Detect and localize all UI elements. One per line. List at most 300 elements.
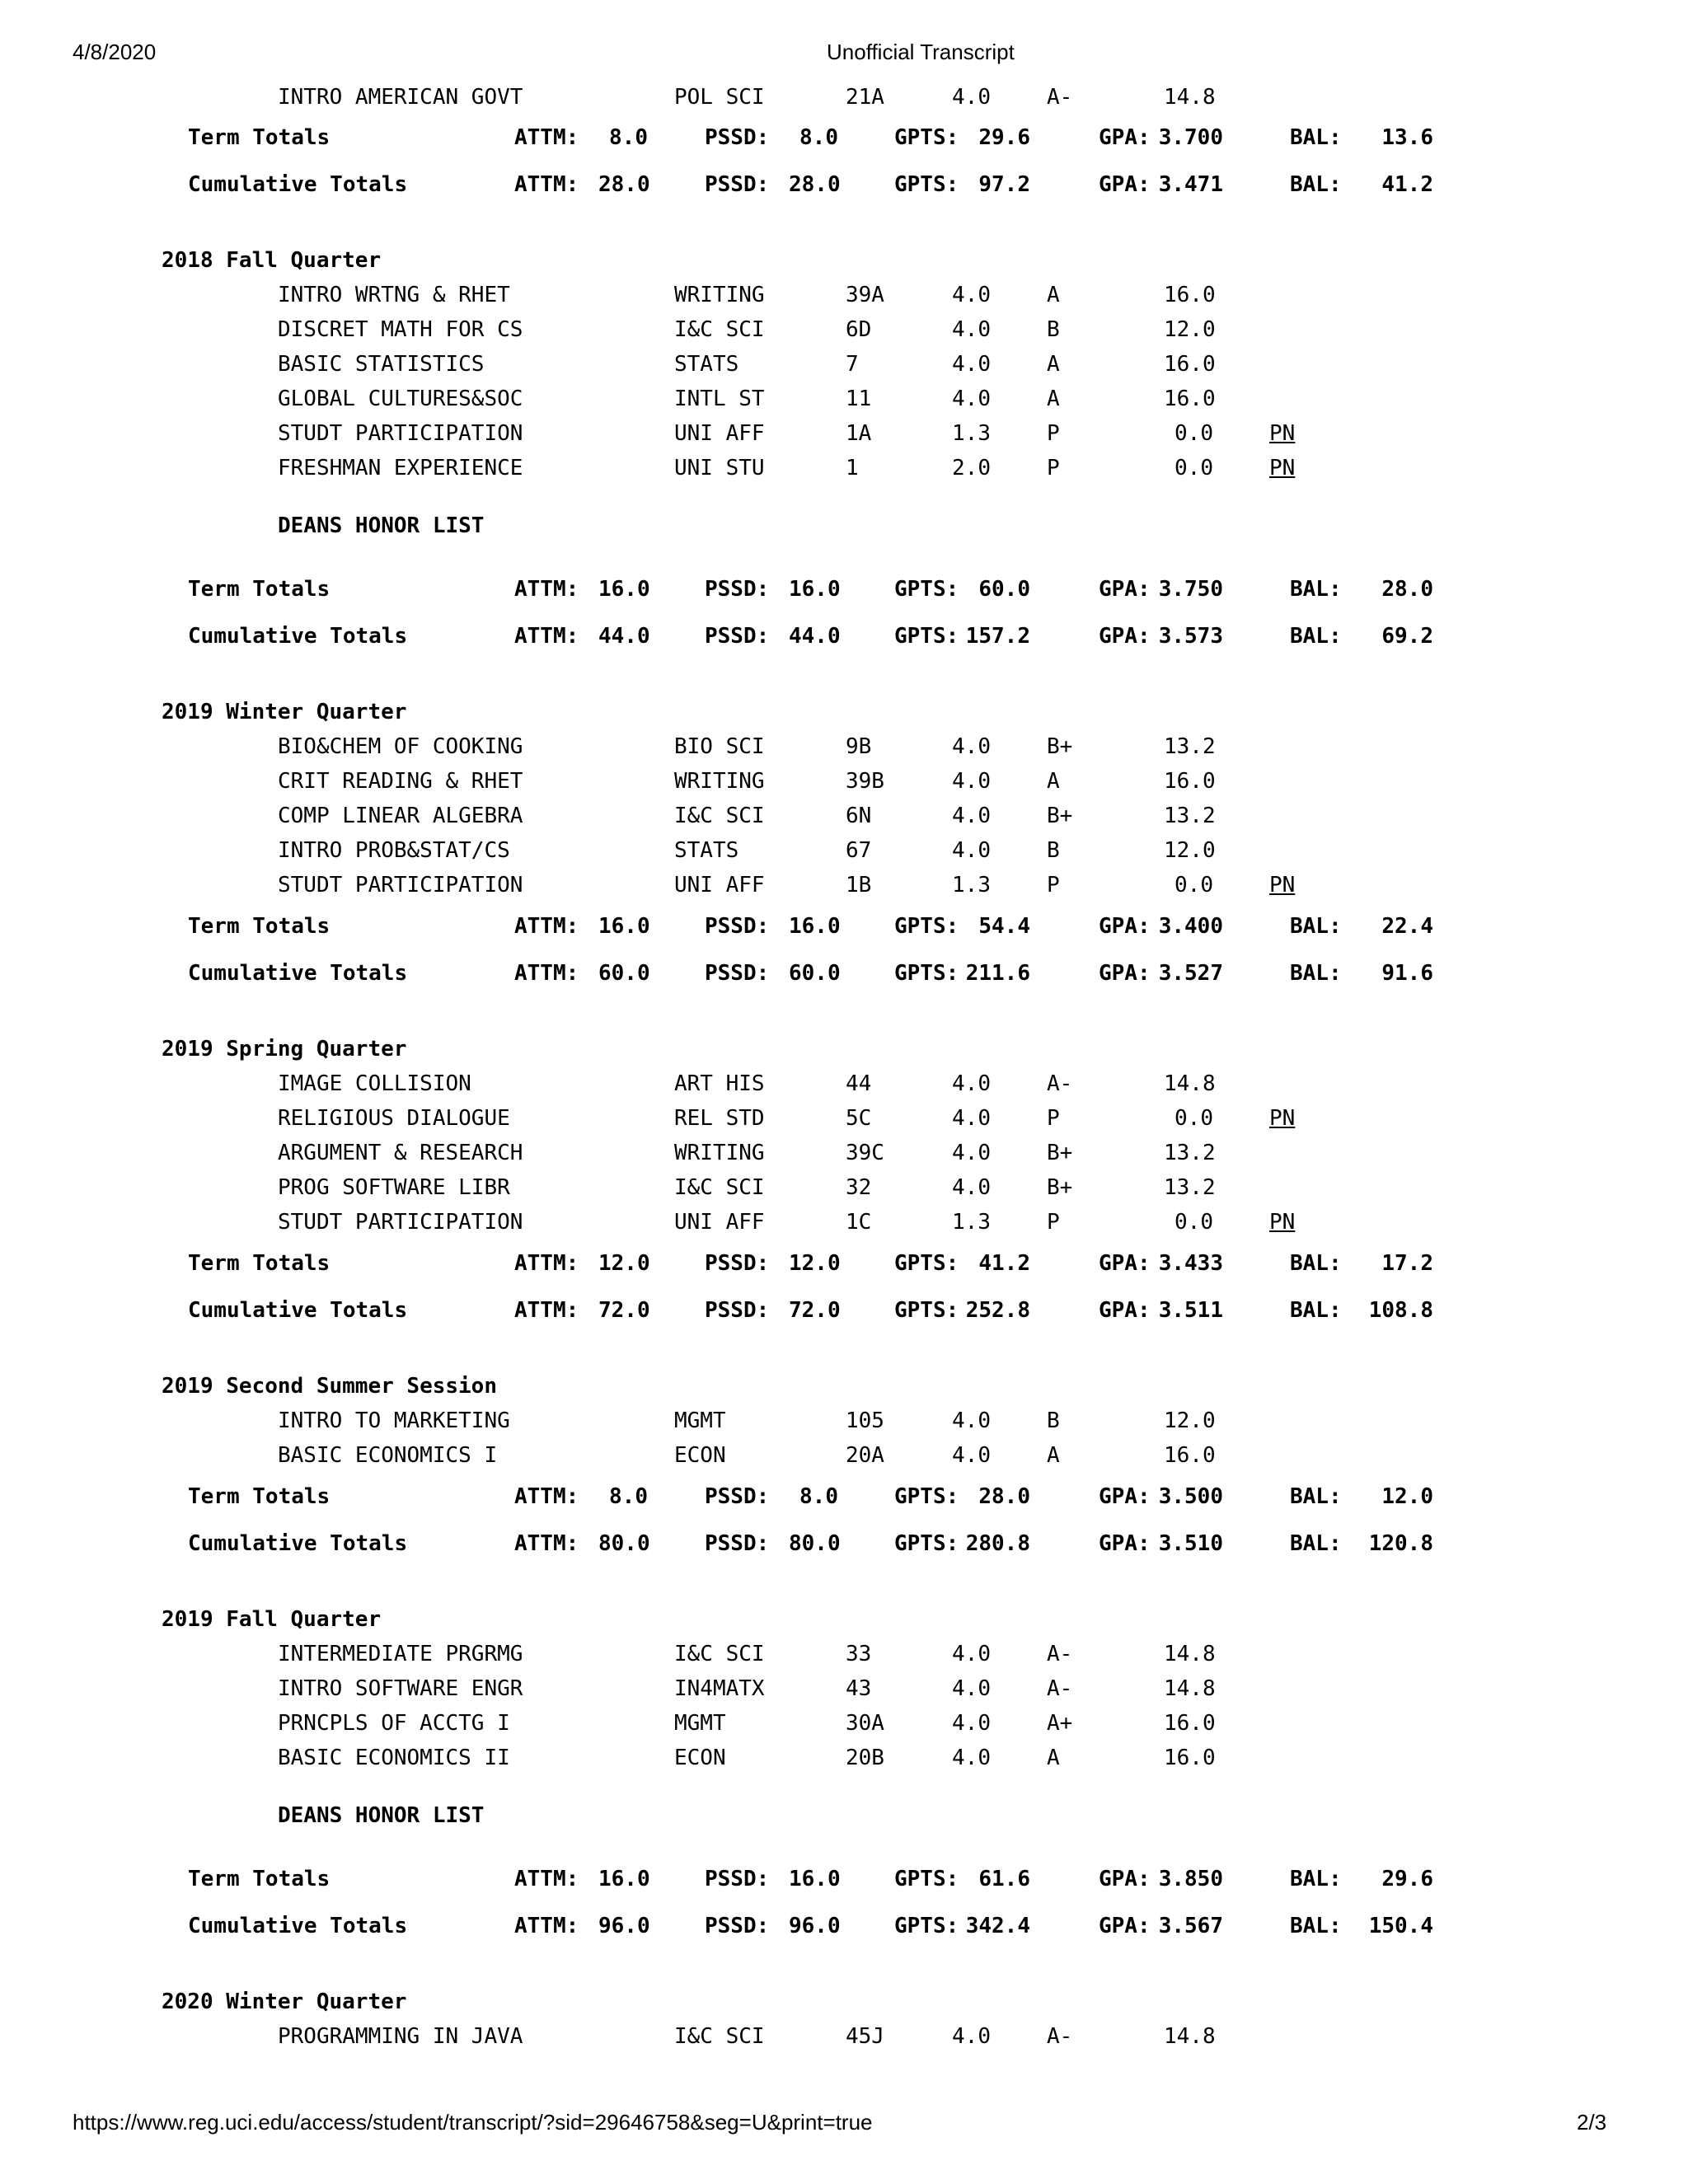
course-dept: INTL ST [674, 387, 765, 411]
page-number: 2/3 [1577, 2110, 1607, 2135]
course-grade: P [1047, 421, 1060, 446]
course-grade: A [1047, 769, 1060, 794]
bal-label: BAL: [1290, 1484, 1342, 1509]
course-number: 39C [846, 1141, 884, 1165]
page-title: Unofficial Transcript [827, 40, 1015, 64]
term-heading: 2019 Spring Quarter [162, 1037, 407, 1062]
pssd-label: PSSD: [705, 1298, 770, 1323]
course-units: 4.0 [952, 1175, 991, 1200]
bal-value: 13.6 [1381, 125, 1433, 150]
course-points: 14.8 [1164, 2024, 1216, 2049]
course-title: PROG SOFTWARE LIBR [278, 1175, 510, 1200]
course-grade: B [1047, 838, 1060, 863]
bal-value: 91.6 [1381, 961, 1433, 986]
course-units: 4.0 [952, 1408, 991, 1433]
course-title: BASIC ECONOMICS I [278, 1443, 498, 1468]
course-grade: B+ [1047, 1175, 1073, 1200]
gpts-label: GPTS: [894, 1298, 959, 1323]
honor-row [0, 512, 1688, 540]
course-dept: UNI AFF [674, 421, 765, 446]
course-title: DISCRET MATH FOR CS [278, 317, 523, 342]
course-number: 7 [846, 352, 859, 377]
gpts-label: GPTS: [894, 125, 959, 150]
attm-label: ATTM: [514, 577, 579, 602]
bal-value: 17.2 [1381, 1251, 1433, 1276]
course-points: 13.2 [1164, 734, 1216, 759]
course-title: GLOBAL CULTURES&SOC [278, 387, 523, 411]
course-grade: A [1047, 1746, 1060, 1770]
gpts-value: 60.0 [978, 577, 1030, 602]
totals-label: Cumulative Totals [188, 1531, 408, 1556]
pssd-label: PSSD: [705, 125, 770, 150]
gpa-label: GPA: [1099, 1251, 1151, 1276]
gpts-label: GPTS: [894, 961, 959, 986]
pssd-label: PSSD: [705, 1484, 770, 1509]
course-number: 1A [846, 421, 872, 446]
course-units: 4.0 [952, 352, 991, 377]
course-number: 20A [846, 1443, 884, 1468]
bal-label: BAL: [1290, 1914, 1342, 1938]
course-number: 39B [846, 769, 884, 794]
course-row [0, 1640, 1688, 1668]
course-dept: WRITING [674, 283, 765, 307]
course-grade: B+ [1047, 804, 1073, 828]
course-row [0, 2022, 1688, 2050]
gpa-value: 3.567 [1158, 1914, 1223, 1938]
course-dept: I&C SCI [674, 317, 765, 342]
course-row [0, 83, 1688, 111]
course-title: INTRO SOFTWARE ENGR [278, 1676, 523, 1701]
gpa-value: 3.527 [1158, 961, 1223, 986]
pssd-value: 16.0 [789, 1867, 841, 1891]
gpa-label: GPA: [1099, 172, 1151, 197]
gpts-value: 157.2 [965, 624, 1030, 649]
bal-label: BAL: [1290, 577, 1342, 602]
course-dept: WRITING [674, 769, 765, 794]
attm-value: 96.0 [598, 1914, 650, 1938]
pssd-value: 72.0 [789, 1298, 841, 1323]
pssd-label: PSSD: [705, 577, 770, 602]
course-title: INTERMEDIATE PRGRMG [278, 1642, 523, 1666]
course-dept: MGMT [674, 1711, 726, 1736]
honor-list-label: DEANS HONOR LIST [278, 1803, 485, 1828]
totals-row [0, 1912, 1688, 1940]
totals-label: Cumulative Totals [188, 1298, 408, 1323]
gpts-value: 342.4 [965, 1914, 1030, 1938]
course-points: 13.2 [1164, 804, 1216, 828]
course-title: PROGRAMMING IN JAVA [278, 2024, 523, 2049]
attm-value: 72.0 [598, 1298, 650, 1323]
course-grade: A+ [1047, 1711, 1073, 1736]
pass-no-pass-flag: PN [1269, 873, 1296, 898]
course-row [0, 1407, 1688, 1435]
course-dept: STATS [674, 352, 739, 377]
course-units: 1.3 [952, 421, 991, 446]
totals-label: Term Totals [188, 577, 331, 602]
course-row [0, 385, 1688, 413]
course-number: 33 [846, 1642, 872, 1666]
course-title: STUDT PARTICIPATION [278, 421, 523, 446]
term-heading: 2018 Fall Quarter [162, 248, 382, 273]
gpts-label: GPTS: [894, 577, 959, 602]
bal-label: BAL: [1290, 961, 1342, 986]
attm-value: 16.0 [598, 914, 650, 939]
pass-no-pass-flag: PN [1269, 421, 1296, 446]
course-points: 0.0 [1175, 421, 1213, 446]
pssd-label: PSSD: [705, 1251, 770, 1276]
course-points: 12.0 [1164, 1408, 1216, 1433]
course-points: 16.0 [1164, 1443, 1216, 1468]
gpts-label: GPTS: [894, 1867, 959, 1891]
course-title: INTRO AMERICAN GOVT [278, 85, 523, 110]
page-url: https://www.reg.uci.edu/access/student/transcript/?sid=29646758&seg=U&print=true [73, 2110, 873, 2135]
course-row [0, 837, 1688, 865]
course-number: 1B [846, 873, 872, 898]
bal-label: BAL: [1290, 1867, 1342, 1891]
bal-label: BAL: [1290, 624, 1342, 649]
print-date: 4/8/2020 [73, 40, 157, 64]
course-row [0, 1441, 1688, 1469]
course-number: 21A [846, 85, 884, 110]
gpts-value: 41.2 [978, 1251, 1030, 1276]
course-grade: B [1047, 1408, 1060, 1433]
course-row [0, 1174, 1688, 1202]
bal-label: BAL: [1290, 1531, 1342, 1556]
course-title: FRESHMAN EXPERIENCE [278, 456, 523, 480]
course-dept: I&C SCI [674, 1175, 765, 1200]
gpa-value: 3.750 [1158, 577, 1223, 602]
pass-no-pass-flag: PN [1269, 1106, 1296, 1131]
course-units: 4.0 [952, 387, 991, 411]
course-number: 20B [846, 1746, 884, 1770]
pssd-label: PSSD: [705, 1914, 770, 1938]
course-row [0, 1208, 1688, 1236]
course-grade: A [1047, 387, 1060, 411]
course-number: 1 [846, 456, 859, 480]
course-grade: A- [1047, 1642, 1073, 1666]
pssd-value: 16.0 [789, 577, 841, 602]
course-units: 2.0 [952, 456, 991, 480]
course-units: 4.0 [952, 1676, 991, 1701]
course-grade: A- [1047, 85, 1073, 110]
totals-label: Term Totals [188, 1867, 331, 1891]
course-title: STUDT PARTICIPATION [278, 873, 523, 898]
pssd-value: 80.0 [789, 1531, 841, 1556]
course-row [0, 316, 1688, 344]
attm-label: ATTM: [514, 1298, 579, 1323]
gpts-value: 280.8 [965, 1531, 1030, 1556]
pssd-label: PSSD: [705, 1867, 770, 1891]
attm-label: ATTM: [514, 1531, 579, 1556]
course-units: 1.3 [952, 1210, 991, 1235]
course-units: 4.0 [952, 769, 991, 794]
course-dept: STATS [674, 838, 739, 863]
gpa-label: GPA: [1099, 1867, 1151, 1891]
pass-no-pass-flag: PN [1269, 456, 1296, 480]
course-row [0, 767, 1688, 795]
course-units: 4.0 [952, 1443, 991, 1468]
bal-value: 120.8 [1368, 1531, 1433, 1556]
attm-label: ATTM: [514, 624, 579, 649]
gpa-value: 3.850 [1158, 1867, 1223, 1891]
attm-value: 44.0 [598, 624, 650, 649]
attm-label: ATTM: [514, 914, 579, 939]
gpts-value: 61.6 [978, 1867, 1030, 1891]
course-dept: UNI AFF [674, 1210, 765, 1235]
pssd-label: PSSD: [705, 914, 770, 939]
attm-value: 28.0 [598, 172, 650, 197]
course-title: ARGUMENT & RESEARCH [278, 1141, 523, 1165]
course-number: 43 [846, 1676, 872, 1701]
bal-value: 41.2 [1381, 172, 1433, 197]
attm-label: ATTM: [514, 961, 579, 986]
gpa-label: GPA: [1099, 1531, 1151, 1556]
totals-label: Term Totals [188, 1484, 331, 1509]
attm-value: 12.0 [598, 1251, 650, 1276]
course-units: 4.0 [952, 734, 991, 759]
course-title: INTRO WRTNG & RHET [278, 283, 510, 307]
course-grade: B+ [1047, 1141, 1073, 1165]
totals-label: Cumulative Totals [188, 172, 408, 197]
gpa-label: GPA: [1099, 1484, 1151, 1509]
attm-value: 8.0 [609, 1484, 648, 1509]
gpa-value: 3.433 [1158, 1251, 1223, 1276]
course-number: 32 [846, 1175, 872, 1200]
course-number: 44 [846, 1071, 872, 1096]
course-units: 4.0 [952, 1106, 991, 1131]
course-title: INTRO TO MARKETING [278, 1408, 510, 1433]
course-grade: A- [1047, 1676, 1073, 1701]
totals-label: Term Totals [188, 125, 331, 150]
course-points: 0.0 [1175, 1106, 1213, 1131]
honor-row [0, 1802, 1688, 1830]
bal-label: BAL: [1290, 914, 1342, 939]
gpa-label: GPA: [1099, 961, 1151, 986]
totals-row [0, 959, 1688, 987]
course-row [0, 802, 1688, 830]
attm-label: ATTM: [514, 1914, 579, 1938]
term-heading: 2020 Winter Quarter [162, 1990, 407, 2014]
pssd-label: PSSD: [705, 1531, 770, 1556]
totals-label: Cumulative Totals [188, 624, 408, 649]
bal-value: 69.2 [1381, 624, 1433, 649]
pssd-value: 12.0 [789, 1251, 841, 1276]
course-units: 4.0 [952, 1642, 991, 1666]
bal-value: 28.0 [1381, 577, 1433, 602]
course-row [0, 1675, 1688, 1703]
course-dept: ECON [674, 1746, 726, 1770]
pssd-value: 8.0 [799, 125, 838, 150]
course-grade: P [1047, 1106, 1060, 1131]
attm-value: 60.0 [598, 961, 650, 986]
course-row [0, 281, 1688, 309]
course-grade: B [1047, 317, 1060, 342]
totals-row [0, 1865, 1688, 1893]
gpts-label: GPTS: [894, 914, 959, 939]
bal-value: 12.0 [1381, 1484, 1433, 1509]
pssd-value: 28.0 [789, 172, 841, 197]
course-points: 12.0 [1164, 838, 1216, 863]
course-units: 4.0 [952, 804, 991, 828]
course-title: BASIC ECONOMICS II [278, 1746, 510, 1770]
attm-value: 8.0 [609, 125, 648, 150]
course-row [0, 1744, 1688, 1772]
totals-row [0, 575, 1688, 603]
totals-label: Term Totals [188, 914, 331, 939]
course-number: 30A [846, 1711, 884, 1736]
course-row [0, 350, 1688, 378]
pass-no-pass-flag: PN [1269, 1210, 1296, 1235]
course-dept: UNI AFF [674, 873, 765, 898]
term-heading: 2019 Second Summer Session [162, 1374, 497, 1399]
course-units: 1.3 [952, 873, 991, 898]
course-title: COMP LINEAR ALGEBRA [278, 804, 523, 828]
course-title: STUDT PARTICIPATION [278, 1210, 523, 1235]
course-row [0, 871, 1688, 899]
course-points: 14.8 [1164, 85, 1216, 110]
gpts-value: 97.2 [978, 172, 1030, 197]
course-grade: B+ [1047, 734, 1073, 759]
course-number: 6D [846, 317, 872, 342]
attm-label: ATTM: [514, 125, 579, 150]
gpts-value: 28.0 [978, 1484, 1030, 1509]
gpts-value: 54.4 [978, 914, 1030, 939]
attm-label: ATTM: [514, 1484, 579, 1509]
course-points: 16.0 [1164, 387, 1216, 411]
course-grade: P [1047, 873, 1060, 898]
gpts-value: 252.8 [965, 1298, 1030, 1323]
course-units: 4.0 [952, 1746, 991, 1770]
course-title: BASIC STATISTICS [278, 352, 485, 377]
attm-label: ATTM: [514, 172, 579, 197]
course-units: 4.0 [952, 283, 991, 307]
term-heading-row [0, 1605, 1688, 1633]
pssd-value: 8.0 [799, 1484, 838, 1509]
bal-label: BAL: [1290, 1251, 1342, 1276]
course-title: RELIGIOUS DIALOGUE [278, 1106, 510, 1131]
course-row [0, 419, 1688, 448]
term-heading-row [0, 1988, 1688, 2016]
bal-value: 108.8 [1368, 1298, 1433, 1323]
course-row [0, 1104, 1688, 1132]
course-points: 16.0 [1164, 1746, 1216, 1770]
course-row [0, 454, 1688, 482]
course-points: 0.0 [1175, 456, 1213, 480]
pssd-label: PSSD: [705, 172, 770, 197]
course-units: 4.0 [952, 1711, 991, 1736]
gpts-value: 29.6 [978, 125, 1030, 150]
course-number: 1C [846, 1210, 872, 1235]
course-dept: IN4MATX [674, 1676, 765, 1701]
bal-value: 29.6 [1381, 1867, 1433, 1891]
course-dept: REL STD [674, 1106, 765, 1131]
gpa-label: GPA: [1099, 1914, 1151, 1938]
totals-row [0, 1296, 1688, 1324]
bal-label: BAL: [1290, 1298, 1342, 1323]
gpa-value: 3.510 [1158, 1531, 1223, 1556]
pssd-value: 44.0 [789, 624, 841, 649]
totals-row [0, 912, 1688, 940]
attm-value: 16.0 [598, 577, 650, 602]
gpts-value: 211.6 [965, 961, 1030, 986]
pssd-value: 96.0 [789, 1914, 841, 1938]
attm-label: ATTM: [514, 1251, 579, 1276]
course-title: PRNCPLS OF ACCTG I [278, 1711, 510, 1736]
course-number: 67 [846, 838, 872, 863]
course-units: 4.0 [952, 838, 991, 863]
course-title: INTRO PROB&STAT/CS [278, 838, 510, 863]
gpa-label: GPA: [1099, 914, 1151, 939]
attm-label: ATTM: [514, 1867, 579, 1891]
course-dept: MGMT [674, 1408, 726, 1433]
term-heading-row [0, 1372, 1688, 1400]
course-units: 4.0 [952, 2024, 991, 2049]
honor-list-label: DEANS HONOR LIST [278, 513, 485, 538]
course-dept: BIO SCI [674, 734, 765, 759]
gpa-value: 3.511 [1158, 1298, 1223, 1323]
course-number: 9B [846, 734, 872, 759]
gpa-label: GPA: [1099, 577, 1151, 602]
course-number: 105 [846, 1408, 884, 1433]
totals-row [0, 622, 1688, 650]
course-points: 14.8 [1164, 1676, 1216, 1701]
bal-label: BAL: [1290, 125, 1342, 150]
totals-row [0, 1249, 1688, 1277]
course-points: 16.0 [1164, 352, 1216, 377]
course-number: 45J [846, 2024, 884, 2049]
gpts-label: GPTS: [894, 1531, 959, 1556]
gpa-value: 3.700 [1158, 125, 1223, 150]
gpts-label: GPTS: [894, 1484, 959, 1509]
course-grade: A [1047, 1443, 1060, 1468]
term-heading: 2019 Winter Quarter [162, 700, 407, 724]
course-points: 14.8 [1164, 1642, 1216, 1666]
bal-value: 22.4 [1381, 914, 1433, 939]
pssd-value: 16.0 [789, 914, 841, 939]
course-grade: A- [1047, 2024, 1073, 2049]
gpa-value: 3.500 [1158, 1484, 1223, 1509]
totals-row [0, 1483, 1688, 1511]
course-number: 6N [846, 804, 872, 828]
pssd-value: 60.0 [789, 961, 841, 986]
attm-value: 80.0 [598, 1531, 650, 1556]
totals-label: Term Totals [188, 1251, 331, 1276]
course-units: 4.0 [952, 1071, 991, 1096]
totals-row [0, 1530, 1688, 1558]
course-number: 5C [846, 1106, 872, 1131]
term-heading: 2019 Fall Quarter [162, 1607, 382, 1632]
course-points: 0.0 [1175, 873, 1213, 898]
course-title: CRIT READING & RHET [278, 769, 523, 794]
course-units: 4.0 [952, 1141, 991, 1165]
course-dept: POL SCI [674, 85, 765, 110]
course-units: 4.0 [952, 317, 991, 342]
pssd-label: PSSD: [705, 624, 770, 649]
course-points: 14.8 [1164, 1071, 1216, 1096]
totals-label: Cumulative Totals [188, 961, 408, 986]
term-heading-row [0, 246, 1688, 274]
gpa-label: GPA: [1099, 125, 1151, 150]
course-dept: WRITING [674, 1141, 765, 1165]
course-dept: I&C SCI [674, 2024, 765, 2049]
course-points: 13.2 [1164, 1141, 1216, 1165]
term-heading-row [0, 1035, 1688, 1063]
gpts-label: GPTS: [894, 624, 959, 649]
bal-label: BAL: [1290, 172, 1342, 197]
course-units: 4.0 [952, 85, 991, 110]
course-title: IMAGE COLLISION [278, 1071, 471, 1096]
attm-value: 16.0 [598, 1867, 650, 1891]
